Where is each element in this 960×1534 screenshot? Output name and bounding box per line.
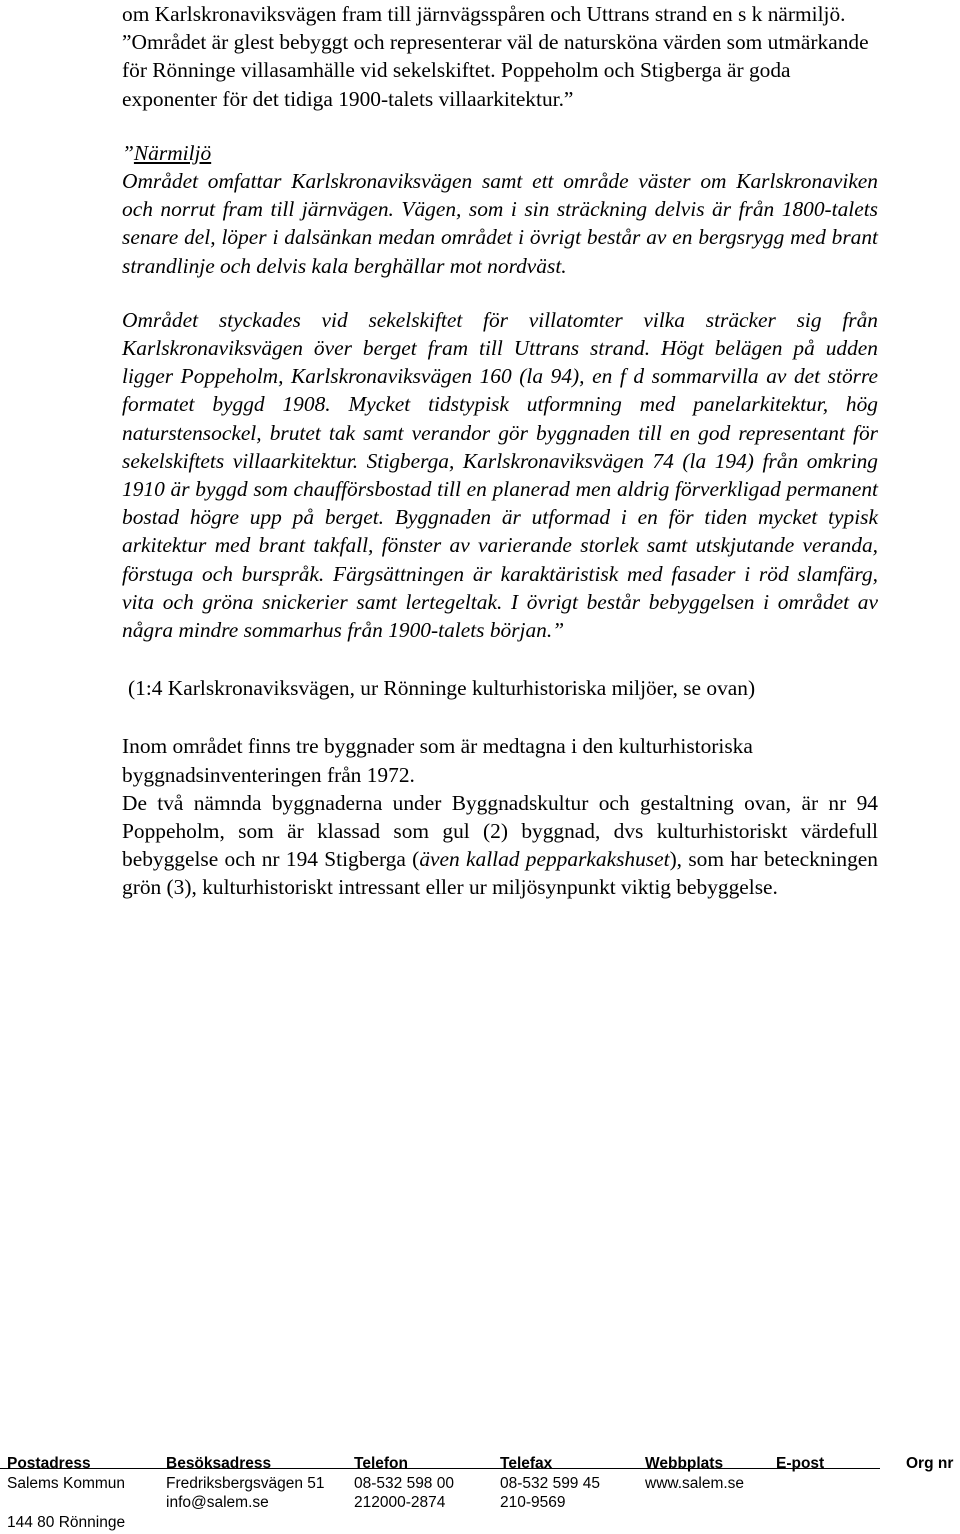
narmiljo-heading: Närmiljö: [133, 140, 212, 165]
footer-header-webbplats: Webbplats: [645, 1455, 724, 1472]
footer-header-besoksadress: Besöksadress: [166, 1455, 272, 1472]
footer-postadress-line1: Salems Kommun: [7, 1475, 126, 1492]
final-text-b: ), som har beteckningen grön (3), kulturhistoriskt intressant eller ur miljösynpunkt viktig bebyggelse.: [122, 847, 878, 900]
footer-bankgiro: 210-9569: [500, 1494, 566, 1511]
final-text-italic: även kallad pepparkakshuset: [419, 847, 670, 872]
footer-epost[interactable]: info@salem.se: [166, 1494, 269, 1511]
footer-header-telefon: Telefon: [354, 1455, 408, 1472]
footer-webbplats[interactable]: www.salem.se: [645, 1475, 745, 1492]
narmiljo-paragraph-1: Området omfattar Karlskronaviksvägen samt ett område väster om Karlskronaviken och norrut fram till järnvägen. Vägen, som i sin sträckning delvis är från 1800-talets senare del, löper i dalsänkan medan området i övrigt består av en bergsrygg med brant strandlinje och delvis kala berghällar mot nordväst.: [122, 169, 878, 278]
open-quote: ”: [122, 140, 134, 165]
intro-line: om Karlskronaviksvägen fram till järnvägsspåren och Uttrans strand en s k närmiljö.: [122, 2, 846, 26]
footer-telefax: 08-532 599 45: [500, 1475, 600, 1492]
source-caption: (1:4 Karlskronaviksvägen, ur Rönninge kulturhistoriska miljöer, se ovan): [128, 676, 756, 701]
footer-besoksadress: Fredriksbergsvägen 51: [166, 1475, 325, 1492]
footer-telefon: 08-532 598 00: [354, 1475, 454, 1492]
footer-postadress-line2: 144 80 Rönninge: [7, 1514, 126, 1531]
footer-divider: [0, 1468, 880, 1469]
intro-quote: ”Området är glest bebyggt och representerar väl de natursköna värden som utmärkande för Rönninge villasamhälle vid sekelskiftet. Poppeholm och Stigberga är goda exponenter för det tidiga 1900-talets villaarkitektur.”: [122, 30, 869, 111]
narmiljo-paragraph-2: Området styckades vid sekelskiftet för villatomter vilka sträcker sig från Karlskronaviksvägen över berget fram till Uttrans strand. Högt belägen på udden ligger Poppeholm, Karlskronaviksvägen 160 (la 94), en f d sommarvilla av det större formatet byggd 1908. Mycket tidstypisk utformning med panelarkitektur, hög naturstensockel, brutet tak samt verandor gör byggnaden till en god representant för sekelskiftets villaarkitektur. Stigberga, Karlskronaviksvägen 74 (la 194) från omkring 1910 är byggd som chaufförsbostad till en planerad men aldrig förverkligad permanent bostad högre upp på berget. Byggnaden är utformad i en för tiden mycket typisk arkitektur med brant takfall, fönster av varierande storlek samt utskjutande veranda, förstuga och burspråk. Färgsättningen är karaktäristisk med fasader i röd slamfärg, vita och gröna snickerier samt lertegeltak. I övrigt består bebyggelsen i området av några mindre sommarhus från 1900-talets början.”: [122, 307, 878, 643]
footer-orgnr: 212000-2874: [354, 1494, 446, 1511]
footer-header-orgnr: Org nr: [906, 1455, 954, 1472]
final-text-a: De två nämnda byggnaderna under Byggnadskultur och gestaltning ovan, är nr 94 Poppeholm, som är klassad som gul (2) byggnad, dvs kulturhistoriskt värdefull bebyggelse och nr 194 Stigberga (: [122, 790, 878, 872]
footer-header-telefax: Telefax: [500, 1455, 553, 1472]
footer-header-postadress: Postadress: [7, 1455, 91, 1472]
narmiljo-heading-line: [122, 139, 878, 167]
inventory-paragraph: Inom området finns tre byggnader som är medtagna i den kulturhistoriska byggnadsinventeringen från 1972.: [122, 734, 753, 787]
final-paragraph: [122, 789, 878, 902]
document-body: [122, 0, 878, 902]
footer-header-epost: E-post: [776, 1455, 825, 1472]
